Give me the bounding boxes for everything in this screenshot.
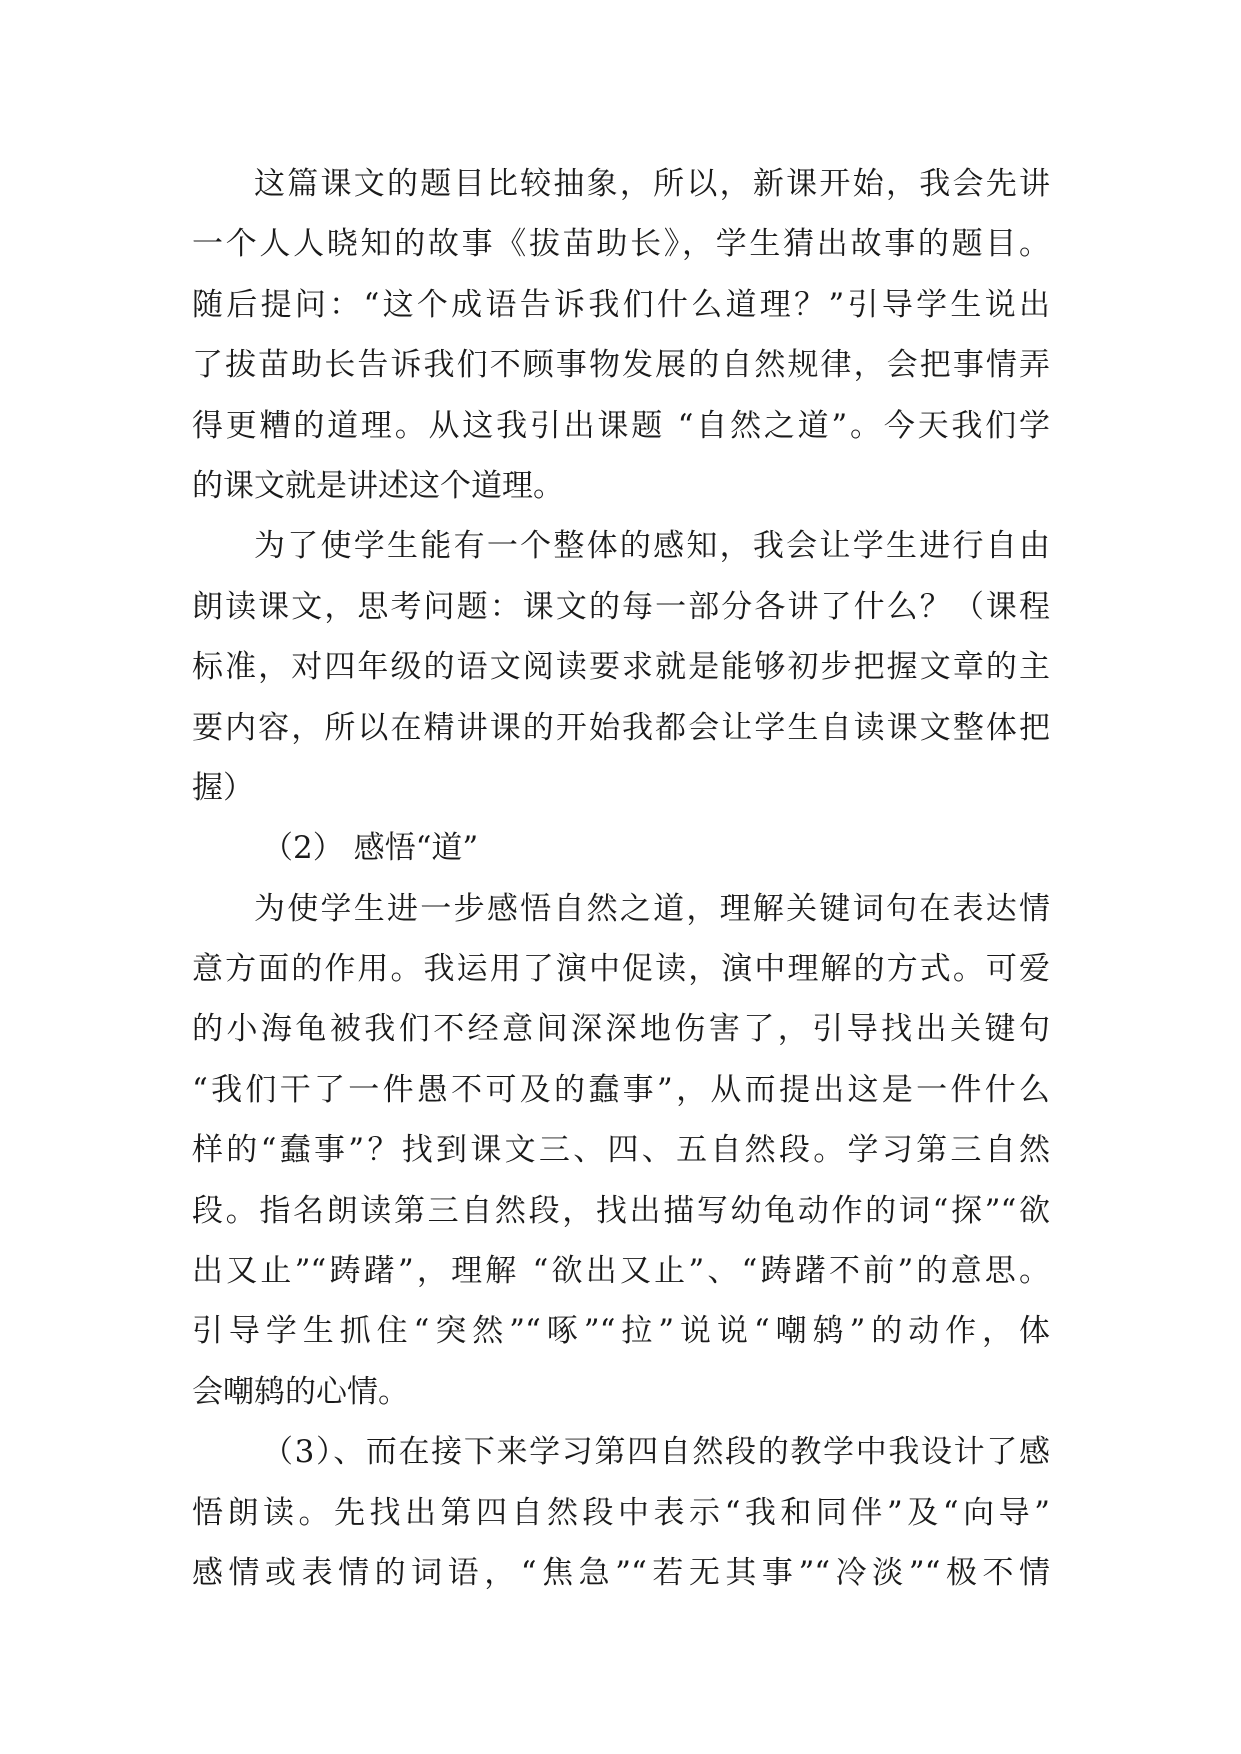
paragraph-line: 会嘲鸫的心情。 (192, 1373, 409, 1410)
section-heading: （2） 感悟“道” (262, 830, 479, 867)
paragraph-line: 随后提问：“这个成语告诉我们什么道理？”引导学生说出 (192, 286, 1050, 323)
paragraph-line: 标准，对四年级的语文阅读要求就是能够初步把握文章的主 (192, 649, 1050, 686)
paragraph-line: 样的“蠢事”？找到课文三、四、五自然段。学习第三自然 (192, 1132, 1050, 1169)
paragraph-line: 得更糟的道理。从这我引出课题 “自然之道”。今天我们学 (192, 407, 1050, 444)
paragraph-line: “我们干了一件愚不可及的蠢事”，从而提出这是一件什么 (192, 1071, 1050, 1108)
paragraph-line: 要内容，所以在精讲课的开始我都会让学生自读课文整体把 (192, 709, 1050, 746)
paragraph-line: 一个人人晓知的故事《拔苗助长》，学生猜出故事的题目。 (192, 226, 1050, 263)
paragraph-line: 段。指名朗读第三自然段，找出描写幼龟动作的词“探”“欲 (192, 1192, 1050, 1229)
paragraph-line: 引导学生抓住“突然”“啄”“拉”说说“嘲鸫”的动作，体 (192, 1313, 1050, 1350)
paragraph-line: 的小海龟被我们不经意间深深地伤害了，引导找出关键句 (192, 1011, 1050, 1048)
paragraph-line: 握） (192, 769, 254, 806)
paragraph-line: 出又止”“踌躇”，理解 “欲出又止”、“踌躇不前”的意思。 (192, 1253, 1050, 1290)
paragraph-line: 悟朗读。先找出第四自然段中表示“我和同伴”及“向导” (192, 1494, 1050, 1531)
paragraph-line: 感情或表情的词语，“焦急”“若无其事”“冷淡”“极不情 (192, 1554, 1050, 1591)
paragraph-line: 为使学生进一步感悟自然之道，理解关键词句在表达情 (254, 890, 1050, 927)
paragraph-line: （3）、而在接下来学习第四自然段的教学中我设计了感 (262, 1434, 1050, 1471)
paragraph-line: 为了使学生能有一个整体的感知，我会让学生进行自由 (254, 528, 1050, 565)
paragraph-line: 了拔苗助长告诉我们不顾事物发展的自然规律，会把事情弄 (192, 347, 1050, 384)
paragraph-line: 意方面的作用。我运用了演中促读，演中理解的方式。可爱 (192, 951, 1050, 988)
paragraph-line: 的课文就是讲述这个道理。 (192, 467, 564, 504)
paragraph-line: 这篇课文的题目比较抽象，所以，新课开始，我会先讲 (254, 166, 1050, 202)
paragraph-line: 朗读课文，思考问题：课文的每一部分各讲了什么？（课程 (192, 588, 1050, 625)
document-page (192, 154, 1050, 1603)
